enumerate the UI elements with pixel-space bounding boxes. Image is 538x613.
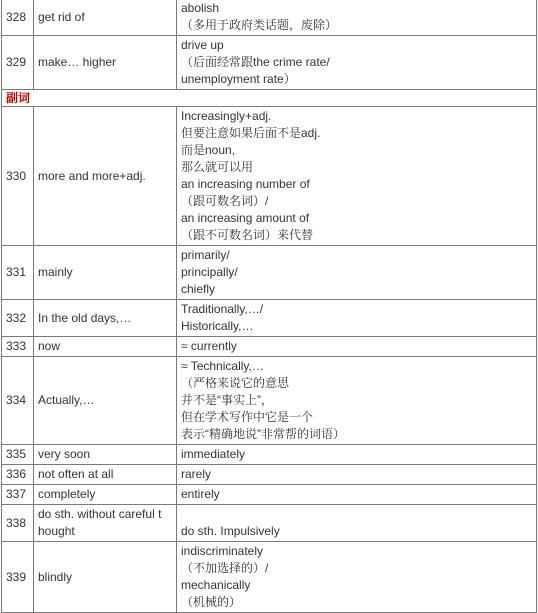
meaning-line: primarily/	[181, 248, 230, 262]
row-number: 337	[2, 485, 34, 505]
table-row	[2, 542, 537, 613]
meaning-line: （后面经常跟the crime rate/	[181, 55, 330, 69]
meaning-line: ≈ Technically,…	[181, 359, 264, 373]
meaning-line: immediately	[181, 447, 246, 461]
meaning-line: Historically,…	[181, 319, 254, 333]
meaning-line: drive up	[181, 38, 224, 52]
meaning-line: （机械的）	[181, 595, 242, 609]
row-number: 332	[2, 300, 34, 337]
meaning-line: do sth. Impulsively	[181, 524, 280, 538]
meaning-line: mechanically	[181, 578, 251, 592]
meaning-line: ≈ currently	[181, 339, 237, 353]
meaning-cell	[177, 505, 537, 542]
meaning-line: principally/	[181, 265, 238, 279]
phrase-cell	[34, 505, 177, 542]
meaning-cell	[177, 465, 537, 485]
table-row	[2, 485, 537, 505]
phrase-cell: Actually,…	[34, 357, 177, 445]
phrase-line: do sth. without careful t	[38, 507, 162, 521]
phrase-cell: In the old days,…	[34, 300, 177, 337]
row-number: 328	[2, 0, 34, 36]
table-row	[2, 505, 537, 542]
vocabulary-table	[1, 0, 537, 613]
meaning-line: unemployment rate）	[181, 72, 296, 86]
row-number: 336	[2, 465, 34, 485]
table-row	[2, 445, 537, 465]
phrase-cell: make… higher	[34, 36, 177, 90]
meaning-cell	[177, 445, 537, 465]
meaning-line: 表示“精确地说”非常帮的词语）	[181, 427, 345, 441]
row-number: 333	[2, 337, 34, 357]
meaning-line: 但要注意如果后面不是adj.	[181, 126, 321, 140]
row-number: 330	[2, 107, 34, 246]
table-row	[2, 357, 537, 445]
meaning-cell	[177, 300, 537, 337]
meaning-cell	[177, 542, 537, 613]
meaning-line: indiscriminately	[181, 544, 264, 558]
meaning-cell	[177, 0, 537, 36]
phrase-cell: now	[34, 337, 177, 357]
table-row	[2, 0, 537, 36]
phrase-cell: completely	[34, 485, 177, 505]
meaning-line: 而是noun,	[181, 143, 236, 157]
phrase-cell: very soon	[34, 445, 177, 465]
table-row	[2, 246, 537, 300]
table-row	[2, 300, 537, 337]
meaning-line: Traditionally,…/	[181, 302, 264, 316]
row-number: 334	[2, 357, 34, 445]
meaning-cell	[177, 36, 537, 90]
meaning-cell	[177, 357, 537, 445]
meaning-line: 但在学术写作中它是一个	[181, 410, 314, 424]
row-number: 335	[2, 445, 34, 465]
meaning-line: an increasing amount of	[181, 211, 310, 225]
phrase-cell: not often at all	[34, 465, 177, 485]
meaning-cell	[177, 485, 537, 505]
meaning-line: 并不是“事实上”，	[181, 393, 273, 407]
row-number: 331	[2, 246, 34, 300]
section-label: 副词	[2, 90, 537, 107]
meaning-line: abolish	[181, 1, 220, 15]
table-row	[2, 337, 537, 357]
meaning-cell	[177, 107, 537, 246]
meaning-line: 那么就可以用	[181, 160, 254, 174]
table-row	[2, 36, 537, 90]
table-row	[2, 465, 537, 485]
meaning-line: rarely	[181, 467, 212, 481]
meaning-cell	[177, 337, 537, 357]
row-number: 338	[2, 505, 34, 542]
meaning-line: an increasing number of	[181, 177, 310, 191]
meaning-line: （跟不可数名词）来代替	[181, 228, 314, 242]
meaning-line: （多用于政府类话题，废除）	[181, 18, 338, 32]
meaning-line: （跟可数名词）/	[181, 194, 269, 208]
phrase-cell: mainly	[34, 246, 177, 300]
phrase-line: hought	[38, 524, 75, 538]
table-row	[2, 107, 537, 246]
meaning-line: （不加选择的）/	[181, 561, 269, 575]
phrase-cell: blindly	[34, 542, 177, 613]
section-header-row	[2, 90, 537, 107]
row-number: 329	[2, 36, 34, 90]
meaning-line: （严格来说它的意思	[181, 376, 290, 390]
row-number: 339	[2, 542, 34, 613]
meaning-line: Increasingly+adj.	[181, 109, 272, 123]
meaning-line: entirely	[181, 487, 220, 501]
phrase-cell: more and more+adj.	[34, 107, 177, 246]
meaning-cell	[177, 246, 537, 300]
phrase-cell: get rid of	[34, 0, 177, 36]
meaning-line: chiefly	[181, 282, 216, 296]
